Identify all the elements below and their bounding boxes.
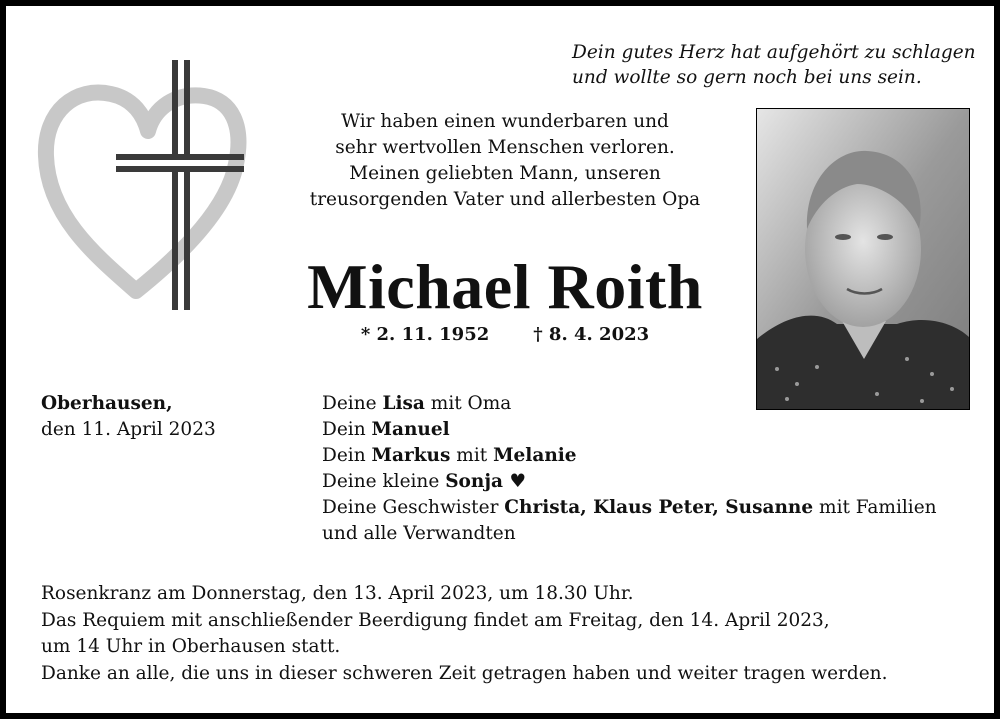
requiem-info: Das Requiem mit anschließender Beerdigung findet am Freitag, den 14. April 2023, — [41, 609, 830, 631]
heart-icon: ♥ — [503, 471, 527, 492]
memorial-quote — [526, 40, 976, 90]
rosary-info: Rosenkranz am Donnerstag, den 13. April 2023, um 18.30 Uhr. — [41, 583, 634, 604]
thanks-note: Danke an alle, die uns in dieser schweren Zeit getragen haben und weiter tragen werden. — [41, 662, 888, 684]
place-town: Oberhausen, — [41, 393, 173, 414]
mourner-name: Melanie — [493, 445, 577, 466]
quote-line-1: Dein gutes Herz hat aufgehört zu schlagen — [572, 42, 976, 63]
mourner-name: Markus — [371, 445, 451, 466]
requiem-info-continued: um 14 Uhr in Oberhausen statt. — [41, 636, 341, 657]
quote-line-2: und wollte so gern noch bei uns sein. — [572, 67, 922, 88]
intro-line-3: Meinen geliebten Mann, unseren — [349, 163, 661, 184]
mourner-row: Deine Geschwister Christa, Klaus Peter, Susanne mit Familien — [322, 497, 937, 518]
service-information — [41, 581, 887, 687]
intro-line-2: sehr wertvollen Menschen verloren. — [335, 137, 675, 158]
mourners-list — [322, 391, 937, 547]
mourner-row: Deine Lisa mit Oma — [322, 393, 512, 414]
mourner-name: Manuel — [371, 419, 450, 440]
portrait-illustration — [757, 109, 970, 410]
mourner-row: Dein Markus mit Melanie — [322, 445, 577, 466]
mourner-name: Lisa — [382, 393, 425, 414]
place-and-date — [41, 391, 216, 443]
mourner-name: Christa, Klaus Peter, Susanne — [504, 497, 814, 518]
mourner-row: Dein Manuel — [322, 419, 450, 440]
mourner-name: Sonja — [445, 471, 504, 492]
intro-text — [268, 109, 742, 213]
deceased-name: Michael Roith — [307, 251, 703, 322]
intro-line-4: treusorgenden Vater und allerbesten Opa — [309, 189, 701, 210]
portrait-photo — [756, 108, 970, 410]
place-date: den 11. April 2023 — [41, 419, 216, 440]
mourner-row: und alle Verwandten — [322, 523, 516, 544]
intro-line-1: Wir haben einen wunderbaren und — [341, 111, 669, 132]
mourner-row: Deine kleine Sonja ♥ — [322, 471, 527, 492]
birth-date: * 2. 11. 1952 — [360, 324, 490, 345]
life-dates — [268, 322, 742, 348]
death-date: † 8. 4. 2023 — [533, 324, 650, 345]
heart-and-cross-icon — [36, 56, 251, 314]
heart-outline — [46, 93, 239, 291]
